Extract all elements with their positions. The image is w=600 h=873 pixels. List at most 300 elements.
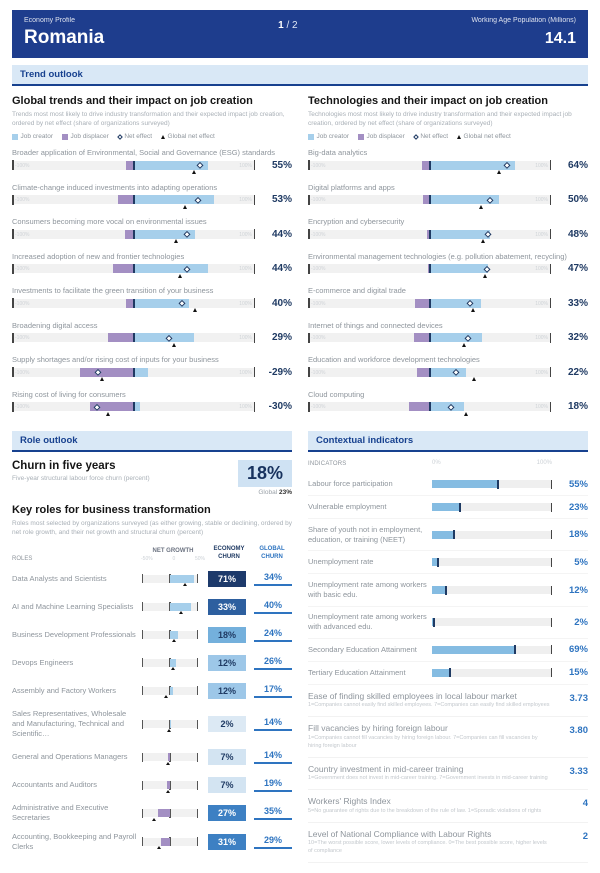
global-growth-marker — [183, 583, 187, 586]
technologies-subtitle: Technologies most most likely to drive industry transformation and their expected impact job creation, ordered by net effect (share of organizations surveyed) — [308, 111, 572, 128]
indicator-label: Unemployment rate — [308, 557, 374, 567]
zero-mark — [429, 368, 431, 377]
net-growth-bar — [142, 631, 198, 639]
trend-label: Big-data analytics — [308, 148, 368, 158]
zero-mark — [429, 299, 431, 308]
job-creator-bar — [430, 230, 491, 239]
trend-row — [12, 390, 292, 413]
trend-label: Cloud computing — [308, 389, 365, 399]
net-growth-scale — [140, 556, 206, 562]
zero-mark — [133, 333, 135, 342]
job-creator-bar — [134, 333, 195, 342]
indicator-bar — [432, 669, 552, 677]
growth-tick-left — [142, 686, 143, 695]
axis-max-label: 100% — [239, 300, 252, 307]
role-row — [12, 681, 292, 701]
score-note: 5=No guarantee of rights due to the breakdown of the rule of law. 1=Sporadic violations of rights — [308, 807, 542, 814]
trend-label: E-commerce and digital trade — [308, 286, 406, 296]
page-separator: / — [286, 20, 290, 31]
working-age-population-label: Working Age Population (Millions) — [471, 17, 576, 24]
zero-mark — [133, 402, 135, 411]
trend-value: 29% — [271, 332, 292, 344]
indicator-bar — [432, 618, 552, 626]
page-total: 2 — [292, 20, 298, 31]
role-name: Administrative and Executive Secretaries — [12, 803, 109, 823]
zero-mark — [429, 402, 431, 411]
global-churn-value: 34% — [254, 572, 292, 586]
growth-tick-right — [197, 809, 198, 818]
indicator-fill — [432, 531, 454, 539]
net-growth-bar — [142, 659, 198, 667]
roles-table-header — [12, 546, 292, 562]
indicator-value-tick — [433, 618, 435, 627]
axis-min-label: -100% — [15, 369, 30, 376]
global-net-effect-marker — [178, 274, 182, 278]
indicator-value-tick — [453, 530, 455, 539]
trend-row — [12, 355, 292, 378]
global-churn-value: 14% — [254, 750, 292, 764]
axis-tick-left — [308, 229, 310, 239]
trend-bar-track — [308, 195, 551, 204]
legend-net-effect — [414, 133, 448, 140]
indicator-row — [308, 607, 588, 639]
trend-bar-line — [308, 263, 588, 274]
indicator-value: 55% — [568, 478, 588, 490]
score-left — [308, 723, 560, 750]
indicator-end-tick — [551, 503, 553, 512]
score-value: 3.73 — [569, 692, 588, 704]
score-value: 3.80 — [569, 725, 588, 737]
axis-tick-left — [308, 333, 310, 343]
job-displacer-bar — [108, 333, 134, 342]
indicator-bar — [432, 503, 552, 511]
job-displacer-bar — [80, 368, 133, 377]
economy-churn-badge: 7% — [208, 749, 246, 765]
indicator-value-tick — [459, 503, 461, 512]
trend-row — [308, 217, 588, 240]
global-net-effect-marker — [471, 308, 475, 312]
net-growth-bar — [142, 720, 198, 728]
score-label: Level of National Compliance with Labour Rights — [308, 828, 492, 839]
indicator-bar — [432, 558, 552, 566]
indicator-label: Vulnerable employment — [308, 502, 387, 512]
churn-global — [238, 489, 292, 496]
job-displacer-bar — [118, 195, 134, 204]
trend-row — [12, 148, 292, 171]
indicator-end-tick — [551, 530, 553, 539]
role-name: Assembly and Factory Workers — [12, 685, 117, 695]
job-displacer-swatch — [358, 134, 364, 140]
axis-max-label: 100% — [535, 335, 548, 342]
net-growth-bar — [142, 838, 198, 846]
score-note: 1=Government does not invest in mid-career training. 7=Government invests in mid-career training — [308, 775, 548, 782]
score-note: 1=Companies cannot fill vacancies by hiring foreign labour. 7=Companies can fill vacancies by hiring foreign labour — [308, 734, 538, 749]
trend-bar-line — [12, 401, 292, 412]
axis-tick-left — [12, 229, 14, 239]
axis-max-label: 100% — [535, 300, 548, 307]
trend-bar-track — [308, 161, 551, 170]
section-band-role-outlook: Role outlook — [12, 431, 292, 452]
global-net-effect-marker — [192, 170, 196, 174]
trend-bar-line — [308, 298, 588, 309]
page-header — [12, 10, 588, 58]
trend-bar-line — [308, 332, 588, 343]
score-label: Fill vacancies by hiring foreign labour — [308, 723, 448, 734]
axis-tick-right — [550, 298, 552, 308]
economy-churn-badge: 12% — [208, 655, 246, 671]
axis-tick-right — [550, 402, 552, 412]
column-header-economy-churn: ECONOMY CHURN — [213, 546, 245, 561]
indicator-end-tick — [551, 618, 553, 627]
axis-max-label: 100% — [239, 231, 252, 238]
growth-segment — [168, 753, 170, 761]
axis-min-label: -100% — [15, 300, 30, 307]
growth-tick-right — [197, 837, 198, 846]
axis-max-label: 100% — [535, 162, 548, 169]
job-displacer-bar — [415, 299, 430, 308]
trend-value: -29% — [268, 366, 292, 378]
trend-row — [308, 390, 588, 413]
job-creator-bar — [134, 195, 214, 204]
axis-tick-right — [254, 298, 256, 308]
legend-label: Job displacer — [70, 133, 109, 141]
trend-value: 55% — [271, 159, 292, 171]
growth-segment — [161, 838, 170, 846]
working-age-population-value: 14.1 — [544, 30, 576, 47]
legend-label: Job displacer — [366, 133, 405, 141]
axis-tick-right — [254, 402, 256, 412]
net-growth-bar — [142, 687, 198, 695]
trend-bar-track — [308, 368, 551, 377]
trend-row — [12, 217, 292, 240]
growth-segment — [158, 809, 170, 817]
score-value: 3.33 — [569, 765, 588, 777]
global-net-effect-marker — [479, 205, 483, 209]
net-growth-bar — [142, 603, 198, 611]
role-row — [12, 569, 292, 589]
growth-segment — [170, 720, 171, 728]
indicator-bar — [432, 646, 552, 654]
role-name: Data Analysts and Scientists — [12, 573, 107, 583]
indicator-label: Secondary Education Attainment — [308, 644, 417, 654]
indicator-row — [308, 496, 588, 519]
global-trends-list — [12, 148, 292, 412]
growth-segment — [167, 781, 170, 789]
trend-bar-line — [308, 194, 588, 205]
role-outlook-column — [12, 424, 292, 860]
trend-bar-line — [12, 367, 292, 378]
net-growth-bar — [142, 781, 198, 789]
zero-mark — [133, 368, 135, 377]
net-growth-bar — [142, 753, 198, 761]
global-net-effect-marker — [100, 377, 104, 381]
global-trends-subtitle: Trends most most likely to drive industry transformation and their expected impact job creation, ordered by net effect (share of organizations surveyed) — [12, 111, 285, 128]
global-churn-value: 26% — [254, 656, 292, 670]
axis-min-label: -100% — [311, 369, 326, 376]
growth-tick-left — [142, 809, 143, 818]
job-creator-swatch — [308, 134, 314, 140]
global-growth-marker — [167, 729, 171, 732]
axis-min-label: -100% — [311, 266, 326, 273]
global-growth-marker — [172, 639, 176, 642]
score-note: 10=The worst possible score, lower levels of compliance. 0=The best possible score, higher levels of compliance — [308, 840, 547, 855]
legend-job-displacer — [358, 133, 405, 140]
indicator-end-tick — [551, 645, 553, 654]
trend-label: Increased adoption of new and frontier technologies — [12, 251, 185, 261]
axis-tick-right — [254, 333, 256, 343]
global-growth-marker — [171, 667, 175, 670]
indicator-fill — [432, 503, 460, 511]
global-net-effect-marker — [497, 170, 501, 174]
economy-churn-badge: 2% — [208, 716, 246, 732]
global-churn-value: 35% — [254, 806, 292, 820]
page-indicator — [278, 17, 297, 31]
indicator-fill — [432, 586, 446, 594]
trend-bar-line — [12, 229, 292, 240]
axis-tick-right — [550, 264, 552, 274]
role-row — [12, 775, 292, 795]
trend-value: 18% — [567, 401, 588, 413]
churn-title: Churn in five years — [12, 460, 116, 473]
axis-min-label: -100% — [311, 300, 326, 307]
global-growth-marker — [166, 762, 170, 765]
role-row — [12, 625, 292, 645]
axis-tick-left — [12, 402, 14, 412]
section-band-trend-outlook: Trend outlook — [12, 65, 588, 86]
axis-max-label: 100% — [535, 197, 548, 204]
role-name: Devops Engineers — [12, 657, 74, 667]
trend-row — [308, 183, 588, 206]
job-displacer-bar — [409, 402, 430, 411]
indicator-bar — [432, 531, 552, 539]
trend-value: 32% — [567, 332, 588, 344]
growth-segment — [170, 659, 176, 667]
indicator-end-tick — [551, 480, 553, 489]
score-value: 4 — [582, 798, 588, 810]
trend-bar-track — [12, 402, 255, 411]
axis-tick-right — [254, 264, 256, 274]
trend-value: -30% — [268, 401, 292, 413]
indicator-value: 18% — [568, 529, 588, 541]
technologies-title: Technologies and their impact on job creation — [308, 95, 548, 107]
trend-label: Investments to facilitate the green transition of your business — [12, 286, 214, 296]
axis-tick-left — [308, 195, 310, 205]
trend-row — [12, 252, 292, 275]
economy-churn-badge: 12% — [208, 683, 246, 699]
score-note: 1=Companies cannot easily find skilled employees. 7=Companies can easily find skilled employees — [308, 702, 550, 709]
trend-bar-track — [308, 333, 551, 342]
trend-label: Internet of things and connected devices — [308, 320, 443, 330]
growth-tick-left — [142, 658, 143, 667]
trend-bar-line — [12, 194, 292, 205]
role-name: Business Development Professionals — [12, 629, 136, 639]
zero-mark — [133, 230, 135, 239]
trend-label: Climate-change induced investments into adapting operations — [12, 182, 218, 192]
axis-tick-left — [12, 264, 14, 274]
column-header-net-growth — [140, 548, 206, 562]
axis-tick-left — [12, 333, 14, 343]
axis-tick-right — [254, 195, 256, 205]
trend-row — [308, 286, 588, 309]
global-churn-value: 24% — [254, 628, 292, 642]
trend-value: 47% — [567, 263, 588, 275]
zero-mark — [429, 195, 431, 204]
contextual-indicators-column — [308, 424, 588, 863]
global-net-effect-icon — [161, 135, 165, 139]
role-name: Accountants and Auditors — [12, 780, 98, 790]
indicator-label: Labour force participation — [308, 479, 393, 489]
trend-label: Broadening digital access — [12, 320, 98, 330]
scale-max: 50% — [194, 555, 205, 562]
economy-churn-badge: 18% — [208, 627, 246, 643]
axis-min-label: -100% — [311, 197, 326, 204]
indicator-fill — [432, 646, 515, 654]
legend — [12, 133, 292, 140]
trend-bar-track — [308, 230, 551, 239]
indicator-bars-list — [308, 473, 588, 685]
job-creator-bar — [134, 264, 208, 273]
trend-value: 48% — [567, 228, 588, 240]
global-net-effect-marker — [462, 343, 466, 347]
outlook-columns — [12, 424, 588, 863]
indicator-end-tick — [551, 586, 553, 595]
growth-tick-left — [142, 574, 143, 583]
indicators-table-header — [308, 460, 588, 471]
legend-label: Net effect — [420, 133, 449, 141]
job-creator-bar — [430, 368, 466, 377]
trend-value: 44% — [271, 263, 292, 275]
global-net-effect-marker — [483, 274, 487, 278]
churn-left — [12, 460, 150, 482]
axis-max-label: 100% — [239, 197, 252, 204]
trend-row — [12, 286, 292, 309]
axis-tick-left — [308, 264, 310, 274]
score-value: 2 — [582, 830, 588, 842]
role-name: Sales Representatives, Wholesale and Manufacturing, Technical and Scientific… — [12, 708, 127, 739]
trend-bar-track — [12, 161, 255, 170]
job-creator-bar — [430, 333, 482, 342]
trend-label: Digital platforms and apps — [308, 182, 395, 192]
indicator-value: 69% — [568, 644, 588, 656]
score-label: Ease of finding skilled employees in local labour market — [308, 690, 517, 701]
legend-label: Job creator — [20, 133, 54, 141]
growth-segment — [170, 575, 194, 583]
growth-tick-left — [142, 602, 143, 611]
churn-block — [12, 460, 292, 496]
trend-bar-line — [12, 332, 292, 343]
economy-churn-badge: 27% — [208, 805, 246, 821]
global-net-effect-marker — [172, 343, 176, 347]
trend-bar-track — [12, 299, 255, 308]
net-growth-bar — [142, 809, 198, 817]
role-row — [12, 803, 292, 823]
score-label: Country investment in mid-career training — [308, 763, 464, 774]
net-effect-icon — [413, 134, 419, 140]
header-left — [24, 17, 104, 49]
economy-churn-badge: 71% — [208, 571, 246, 587]
trend-row — [12, 321, 292, 344]
axis-tick-right — [550, 367, 552, 377]
axis-min-label: -100% — [311, 335, 326, 342]
global-net-effect-marker — [193, 308, 197, 312]
axis-tick-right — [254, 367, 256, 377]
global-churn-value: 14% — [254, 717, 292, 731]
key-roles-subtitle: Roles most selected by organizations surveyed (as either growing, stable or declining, ordered by net role growth, and their net growth and structural churn (percent) — [12, 520, 293, 537]
roles-list — [12, 569, 292, 852]
indicator-row — [308, 639, 588, 662]
indicator-label: Share of youth not in employment, education, or training (NEET) — [308, 524, 423, 544]
score-row — [308, 758, 588, 790]
trend-row — [308, 321, 588, 344]
axis-max-label: 100% — [535, 266, 548, 273]
header-kicker: Economy Profile — [24, 17, 75, 24]
global-growth-marker — [166, 790, 170, 793]
score-row — [308, 790, 588, 822]
indicator-row — [308, 574, 588, 606]
indicator-label: Unemployment rate among workers with basic edu. — [308, 579, 427, 600]
economy-churn-badge: 7% — [208, 777, 246, 793]
growth-segment — [170, 687, 173, 695]
trend-value: 50% — [567, 194, 588, 206]
axis-max-label: 100% — [239, 404, 252, 411]
job-creator-bar — [430, 264, 488, 273]
axis-max-label: 100% — [535, 404, 548, 411]
churn-right — [238, 460, 292, 496]
churn-value: 18% — [238, 460, 292, 487]
trend-row — [12, 183, 292, 206]
score-left — [308, 829, 560, 856]
growth-segment — [170, 631, 178, 639]
legend-global-net-effect — [457, 133, 511, 140]
net-growth-label: NET GROWTH — [152, 547, 194, 554]
zero-mark — [133, 161, 135, 170]
growth-tick-right — [197, 602, 198, 611]
legend-label: Global net effect — [463, 133, 511, 141]
axis-min-label: -100% — [15, 266, 30, 273]
job-displacer-bar — [414, 333, 430, 342]
axis-min-label: -100% — [311, 404, 326, 411]
legend-job-creator — [308, 133, 349, 140]
trend-bar-line — [308, 401, 588, 412]
trend-label: Education and workforce development technologies — [308, 355, 480, 365]
column-header-roles: ROLES — [12, 555, 33, 562]
axis-zero-label: 0% — [432, 460, 441, 467]
role-name: AI and Machine Learning Specialists — [12, 601, 134, 611]
job-creator-bar — [430, 402, 464, 411]
global-growth-marker — [179, 611, 183, 614]
legend-label: Net effect — [124, 133, 153, 141]
role-row — [12, 747, 292, 767]
trend-bar-track — [12, 195, 255, 204]
zero-mark — [429, 161, 431, 170]
trend-row — [308, 355, 588, 378]
trend-label: Consumers becoming more vocal on environmental issues — [12, 217, 207, 227]
indicator-value-tick — [445, 586, 447, 595]
indicator-end-tick — [551, 668, 553, 677]
trend-value: 53% — [271, 194, 292, 206]
zero-mark — [133, 299, 135, 308]
indicator-value: 23% — [568, 501, 588, 513]
trend-bar-track — [12, 230, 255, 239]
trend-bar-track — [12, 368, 255, 377]
global-churn-value: 40% — [254, 600, 292, 614]
indicator-value: 15% — [568, 667, 588, 679]
job-creator-swatch — [12, 134, 18, 140]
trend-bar-track — [12, 333, 255, 342]
trend-columns — [12, 94, 588, 424]
axis-tick-right — [550, 229, 552, 239]
axis-max-label: 100% — [535, 369, 548, 376]
